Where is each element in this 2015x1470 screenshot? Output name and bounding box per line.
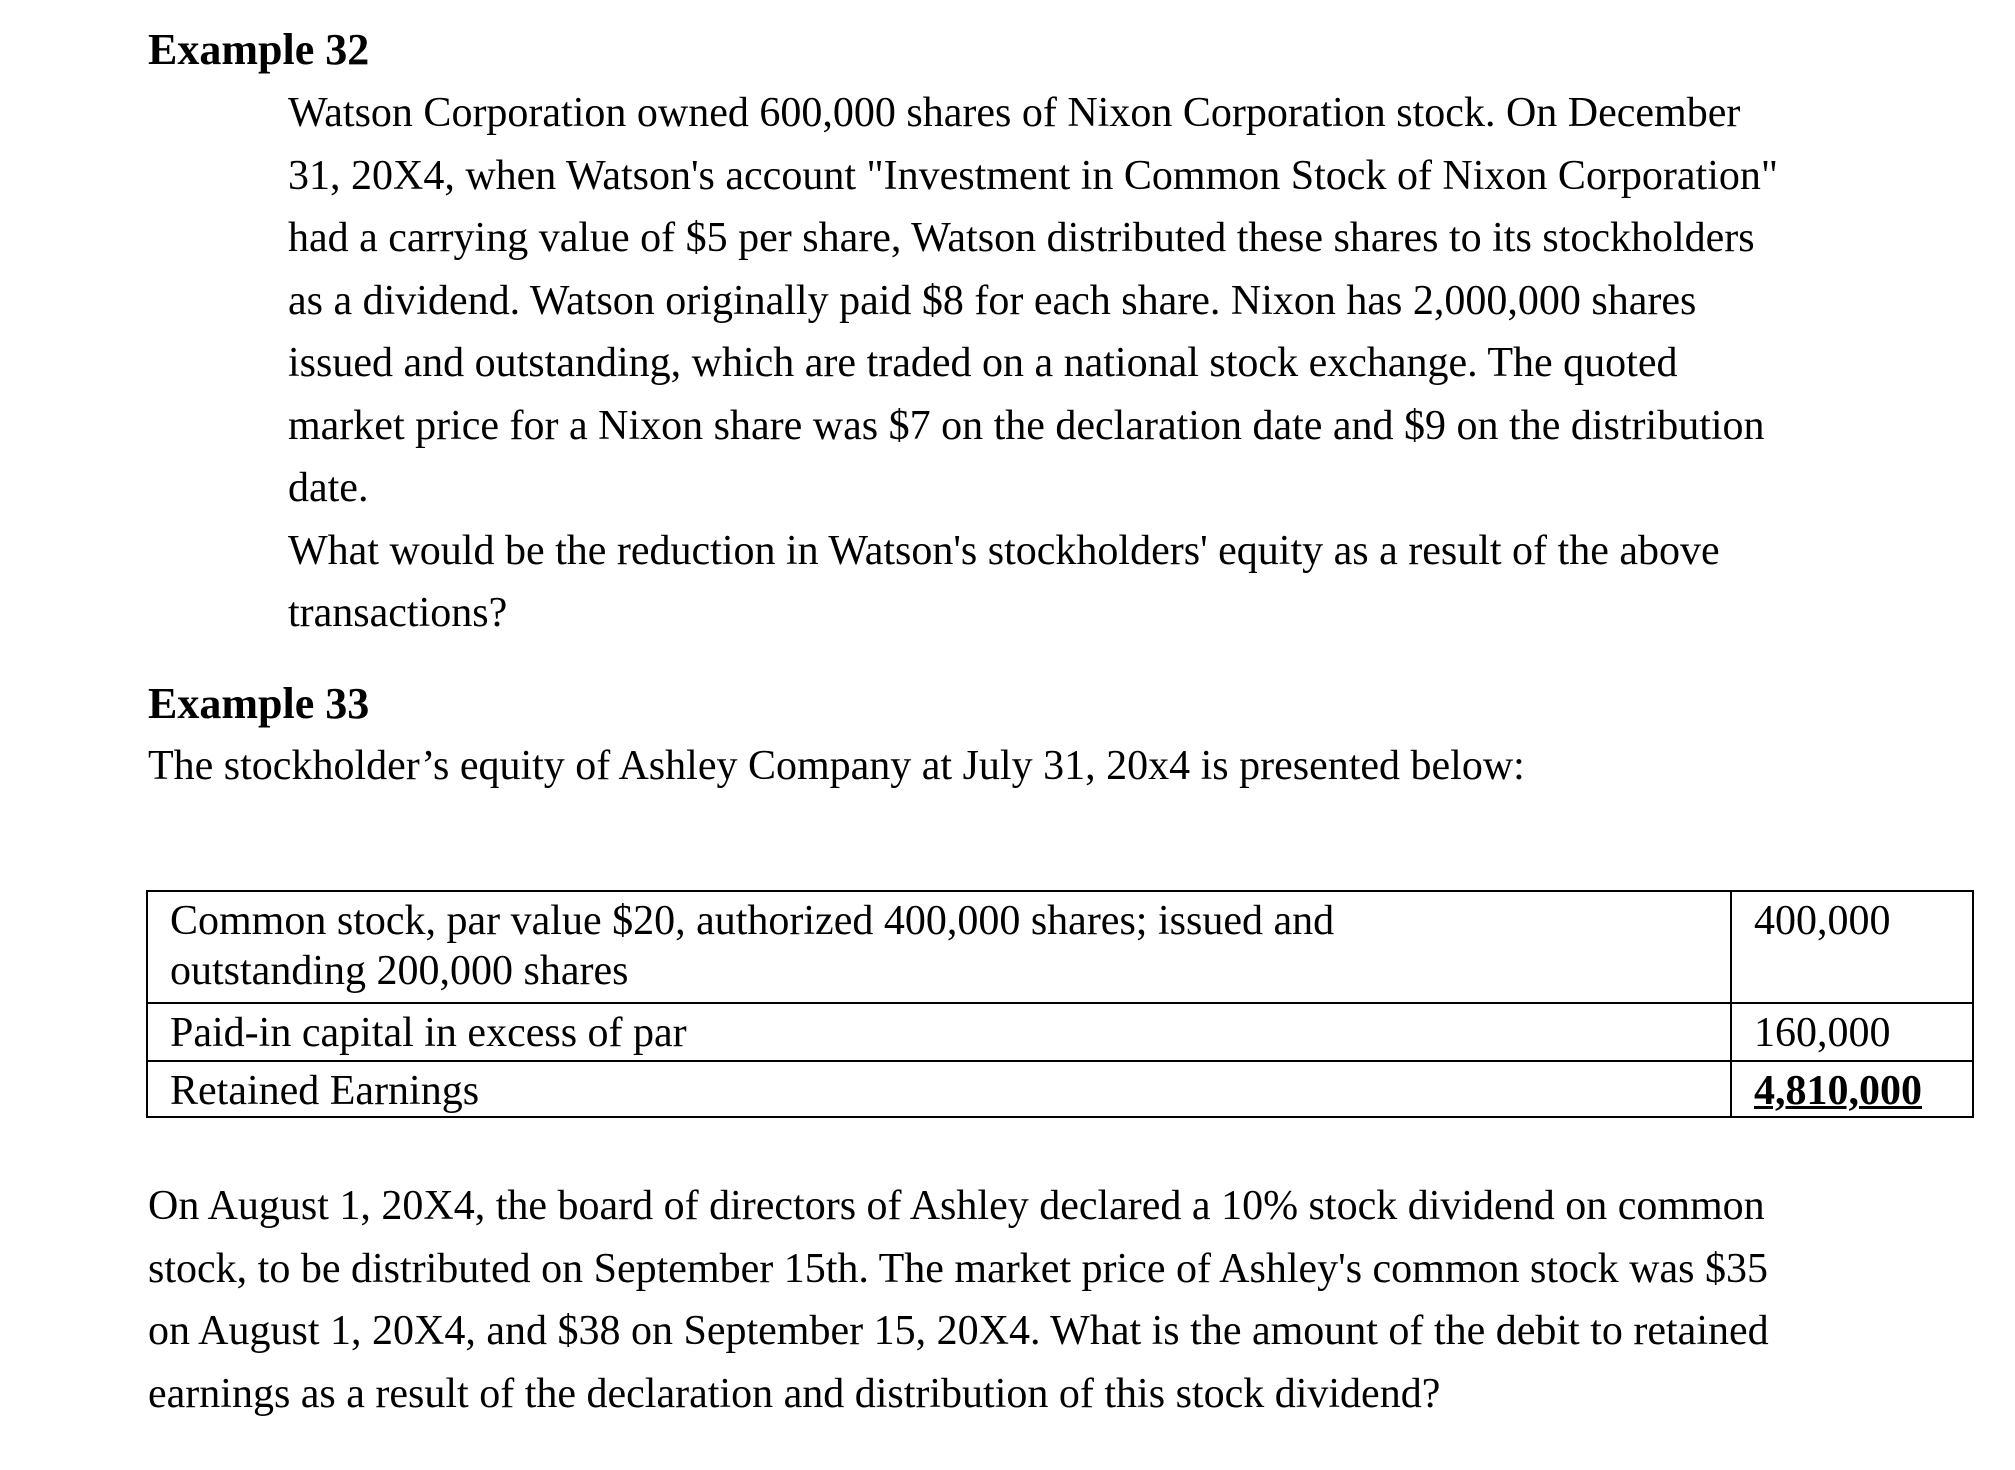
question-line: on August 1, 20X4, and $38 on September 15, 20X4. What is the amount of the debit to retained [148,1308,1769,1354]
example-33-intro-text: The stockholder’s equity of Ashley Company at July 31, 20x4 is presented below: [148,743,1525,789]
problem-line: market price for a Nixon share was $7 on the declaration date and $9 on the distribution [288,402,1765,449]
row-amount-paid-in-capital: 160,000 [1731,1003,1973,1061]
question-line: transactions? [288,590,508,636]
problem-line: issued and outstanding, which are traded on a national stock exchange. The quoted [288,340,1678,386]
problem-line: 31, 20X4, when Watson's account "Investment in Common Stock of Nixon Corporation" [288,152,1779,199]
question-line: stock, to be distributed on September 15th. The market price of Ashley's common stock was $35 [148,1245,1768,1292]
example-33-question-text [148,1175,1968,1425]
table-row [147,1061,1973,1117]
problem-line: Watson Corporation owned 600,000 shares of Nixon Corporation stock. On December [288,90,1741,136]
question-line: On August 1, 20X4, the board of directors of Ashley declared a 10% stock dividend on common [148,1183,1765,1229]
problem-line: had a carrying value of $5 per share, Watson distributed these shares to its stockholders [288,215,1755,261]
row-label-retained-earnings: Retained Earnings [147,1061,1731,1117]
example-33-heading: Example 33 [148,679,370,728]
row-amount-common-stock: 400,000 [1731,891,1973,1003]
example-32-heading: Example 32 [148,25,370,74]
retained-earnings-total: 4,810,000 [1754,1068,1922,1114]
table-row [147,891,1973,1003]
row-label-common-stock [147,891,1731,1003]
example-32-problem-text [288,82,1978,645]
question-line: What would be the reduction in Watson's stockholders' equity as a result of the above [288,527,1720,574]
row-label-paid-in-capital: Paid-in capital in excess of par [147,1003,1731,1061]
label-line: outstanding 200,000 shares [170,948,629,994]
row-amount-retained-earnings [1731,1061,1973,1117]
stockholders-equity-table [146,890,1974,1118]
label-line: Common stock, par value $20, authorized 400,000 shares; issued and [170,898,1335,944]
table-row [147,1003,1973,1061]
problem-line: date. [288,465,369,511]
problem-line: as a dividend. Watson originally paid $8 for each share. Nixon has 2,000,000 shares [288,277,1697,324]
question-line: earnings as a result of the declaration and distribution of this stock dividend? [148,1370,1441,1417]
